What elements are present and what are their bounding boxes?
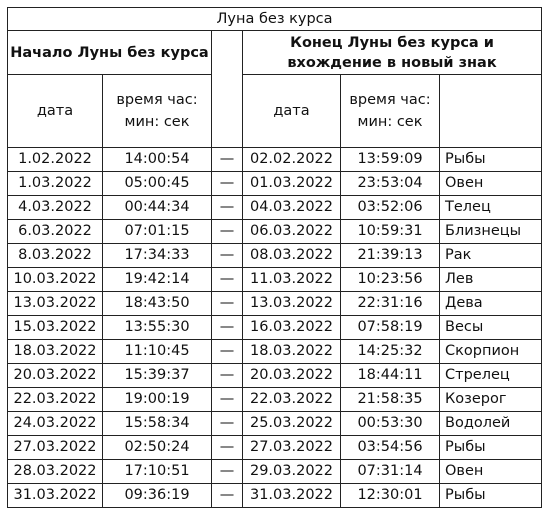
- dash-cell: —: [212, 244, 243, 268]
- end-time-cell: 03:52:06: [341, 196, 440, 220]
- start-date-cell: 8.03.2022: [8, 244, 103, 268]
- start-time-cell: 00:44:34: [103, 196, 212, 220]
- table-title: Луна без курса: [8, 8, 542, 31]
- dash-cell: —: [212, 484, 243, 508]
- start-time-cell: 17:34:33: [103, 244, 212, 268]
- start-date-cell: 4.03.2022: [8, 196, 103, 220]
- start-time-cell: 05:00:45: [103, 172, 212, 196]
- start-time-cell: 19:42:14: [103, 268, 212, 292]
- start-date-cell: 31.03.2022: [8, 484, 103, 508]
- end-date-cell: 25.03.2022: [243, 412, 341, 436]
- zodiac-sign-cell: Стрелец: [440, 364, 542, 388]
- end-time-cell: 21:39:13: [341, 244, 440, 268]
- table-row: [8, 268, 542, 292]
- table-row: [8, 364, 542, 388]
- table-row: [8, 292, 542, 316]
- end-time-cell: 23:53:04: [341, 172, 440, 196]
- zodiac-sign-cell: Рыбы: [440, 148, 542, 172]
- end-time-cell: 14:25:32: [341, 340, 440, 364]
- end-date-cell: 31.03.2022: [243, 484, 341, 508]
- end-time-cell: 21:58:35: [341, 388, 440, 412]
- end-time-cell: 13:59:09: [341, 148, 440, 172]
- zodiac-sign-cell: Телец: [440, 196, 542, 220]
- table-row: [8, 172, 542, 196]
- start-time-cell: 02:50:24: [103, 436, 212, 460]
- sub-header-row: [8, 75, 542, 148]
- end-time-cell: 00:53:30: [341, 412, 440, 436]
- end-date-cell: 13.03.2022: [243, 292, 341, 316]
- start-date-cell: 13.03.2022: [8, 292, 103, 316]
- table-row: [8, 436, 542, 460]
- end-time-header: время час: мин: сек: [341, 75, 440, 148]
- dash-cell: —: [212, 148, 243, 172]
- zodiac-sign-cell: Овен: [440, 172, 542, 196]
- start-date-cell: 24.03.2022: [8, 412, 103, 436]
- table-row: [8, 220, 542, 244]
- sign-header-empty: [440, 75, 542, 148]
- end-date-cell: 27.03.2022: [243, 436, 341, 460]
- table-row: [8, 244, 542, 268]
- dash-cell: —: [212, 292, 243, 316]
- dash-cell: —: [212, 388, 243, 412]
- dash-cell: —: [212, 196, 243, 220]
- start-date-header: дата: [8, 75, 103, 148]
- table-row: [8, 148, 542, 172]
- end-date-cell: 11.03.2022: [243, 268, 341, 292]
- start-date-cell: 22.03.2022: [8, 388, 103, 412]
- group-header-row: [8, 31, 542, 75]
- start-date-cell: 18.03.2022: [8, 340, 103, 364]
- zodiac-sign-cell: Овен: [440, 460, 542, 484]
- start-time-cell: 09:36:19: [103, 484, 212, 508]
- start-date-cell: 15.03.2022: [8, 316, 103, 340]
- start-group-header: Начало Луны без курса: [8, 31, 212, 75]
- zodiac-sign-cell: Рыбы: [440, 436, 542, 460]
- start-time-cell: 17:10:51: [103, 460, 212, 484]
- table-row: [8, 316, 542, 340]
- zodiac-sign-cell: Дева: [440, 292, 542, 316]
- end-date-cell: 18.03.2022: [243, 340, 341, 364]
- end-time-cell: 07:31:14: [341, 460, 440, 484]
- end-date-cell: 06.03.2022: [243, 220, 341, 244]
- start-date-cell: 28.03.2022: [8, 460, 103, 484]
- end-time-cell: 22:31:16: [341, 292, 440, 316]
- end-date-header: дата: [243, 75, 341, 148]
- zodiac-sign-cell: Козерог: [440, 388, 542, 412]
- start-time-header: время час: мин: сек: [103, 75, 212, 148]
- end-date-cell: 02.02.2022: [243, 148, 341, 172]
- table-title-row: [8, 8, 542, 31]
- start-time-cell: 14:00:54: [103, 148, 212, 172]
- dash-cell: —: [212, 460, 243, 484]
- dash-cell: —: [212, 316, 243, 340]
- end-date-cell: 29.03.2022: [243, 460, 341, 484]
- dash-cell: —: [212, 220, 243, 244]
- end-time-cell: 10:23:56: [341, 268, 440, 292]
- start-date-cell: 1.03.2022: [8, 172, 103, 196]
- moon-void-table: [7, 7, 542, 508]
- zodiac-sign-cell: Водолей: [440, 412, 542, 436]
- end-date-cell: 20.03.2022: [243, 364, 341, 388]
- end-date-cell: 01.03.2022: [243, 172, 341, 196]
- end-date-cell: 16.03.2022: [243, 316, 341, 340]
- end-time-cell: 18:44:11: [341, 364, 440, 388]
- dash-cell: —: [212, 364, 243, 388]
- table-row: [8, 460, 542, 484]
- end-time-cell: 10:59:31: [341, 220, 440, 244]
- separator-header-cell: [212, 31, 243, 148]
- table-row: [8, 196, 542, 220]
- zodiac-sign-cell: Лев: [440, 268, 542, 292]
- start-date-cell: 6.03.2022: [8, 220, 103, 244]
- start-date-cell: 10.03.2022: [8, 268, 103, 292]
- dash-cell: —: [212, 268, 243, 292]
- dash-cell: —: [212, 340, 243, 364]
- end-date-cell: 22.03.2022: [243, 388, 341, 412]
- start-time-cell: 19:00:19: [103, 388, 212, 412]
- table-row: [8, 388, 542, 412]
- end-group-header: Конец Луны без курса и вхождение в новый знак: [243, 31, 542, 75]
- zodiac-sign-cell: Весы: [440, 316, 542, 340]
- start-date-cell: 27.03.2022: [8, 436, 103, 460]
- table-row: [8, 484, 542, 508]
- dash-cell: —: [212, 436, 243, 460]
- zodiac-sign-cell: Близнецы: [440, 220, 542, 244]
- zodiac-sign-cell: Рыбы: [440, 484, 542, 508]
- end-time-cell: 03:54:56: [341, 436, 440, 460]
- start-time-cell: 15:39:37: [103, 364, 212, 388]
- start-time-cell: 11:10:45: [103, 340, 212, 364]
- zodiac-sign-cell: Скорпион: [440, 340, 542, 364]
- dash-cell: —: [212, 412, 243, 436]
- start-time-cell: 13:55:30: [103, 316, 212, 340]
- zodiac-sign-cell: Рак: [440, 244, 542, 268]
- table-row: [8, 340, 542, 364]
- dash-cell: —: [212, 172, 243, 196]
- end-time-cell: 07:58:19: [341, 316, 440, 340]
- end-time-cell: 12:30:01: [341, 484, 440, 508]
- end-date-cell: 08.03.2022: [243, 244, 341, 268]
- start-date-cell: 1.02.2022: [8, 148, 103, 172]
- start-time-cell: 18:43:50: [103, 292, 212, 316]
- start-date-cell: 20.03.2022: [8, 364, 103, 388]
- start-time-cell: 15:58:34: [103, 412, 212, 436]
- end-date-cell: 04.03.2022: [243, 196, 341, 220]
- table-row: [8, 412, 542, 436]
- start-time-cell: 07:01:15: [103, 220, 212, 244]
